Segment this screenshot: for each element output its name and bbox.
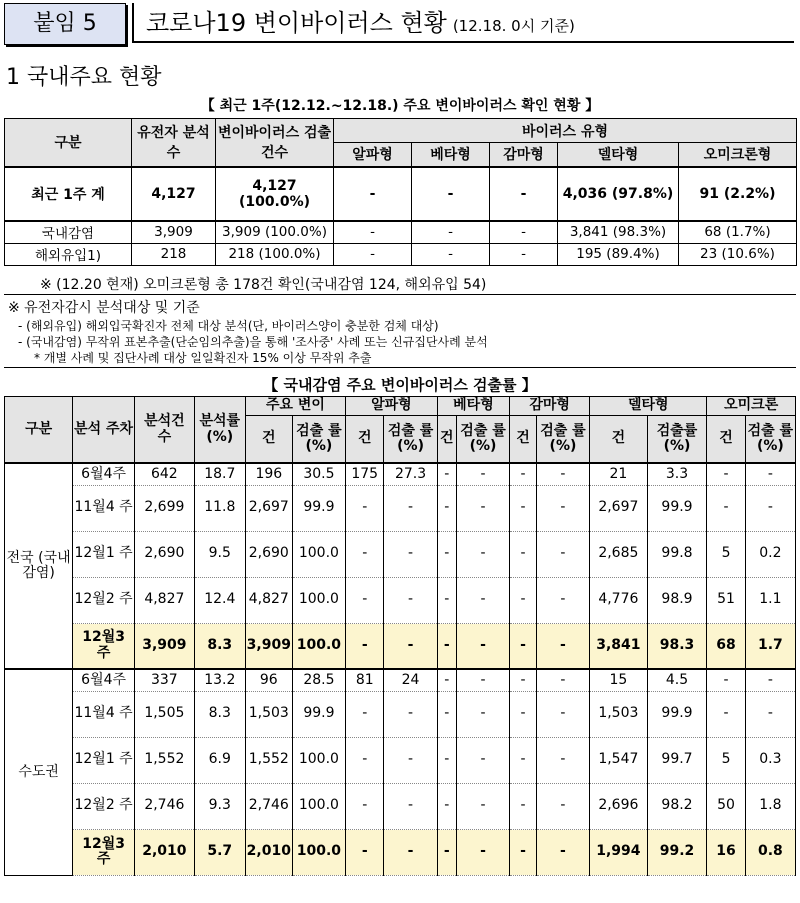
header-alpha: 알파형 xyxy=(346,397,438,416)
cell-alpha-r: - xyxy=(384,531,437,577)
cell-delta-n: 21 xyxy=(590,463,648,485)
cell-alpha-n: - xyxy=(346,577,384,623)
cell-omi-n: - xyxy=(707,485,745,531)
header-analysis: 유전자 분석 수 xyxy=(132,119,216,167)
cell-beta-r: - xyxy=(456,737,509,783)
table1-title: 【 최근 1주(12.12.~12.18.) 주요 변이바이러스 확인 현황 】 xyxy=(200,98,600,114)
cell-gamma-n: - xyxy=(510,737,537,783)
header-cases: 건 xyxy=(590,416,648,464)
criteria-title: ※ 유전자감시 분석대상 및 기준 xyxy=(8,300,200,316)
header-delta: 델타형 xyxy=(590,397,707,416)
cell-gamma-r: - xyxy=(536,463,589,485)
cell-main-n: 2,690 xyxy=(245,531,292,577)
cell-main-r: 28.5 xyxy=(292,669,345,691)
cell-count: 2,699 xyxy=(135,485,195,531)
cell-count: 337 xyxy=(135,669,195,691)
cell-week: 12월3 주 xyxy=(73,623,135,669)
cell-alpha-r: 27.3 xyxy=(384,463,437,485)
cell-main-n: 1,552 xyxy=(245,737,292,783)
row-label: 최근 1주 계 xyxy=(5,167,132,221)
cell-omicron: 68 (1.7%) xyxy=(679,221,797,244)
cell-main-r: 30.5 xyxy=(292,463,345,485)
criteria-line: - (국내감염) 무작위 표본추출(단순임의추출)을 통해 '조사중' 사례 또는 신규집단사례 분석 xyxy=(18,335,488,349)
table-row xyxy=(5,783,796,829)
cell-gamma-r: - xyxy=(536,829,589,875)
cell-gamma-r: - xyxy=(536,783,589,829)
cell-beta-n: - xyxy=(437,531,456,577)
table-row xyxy=(5,221,797,244)
table-row xyxy=(5,669,796,691)
cell-alpha-r: 24 xyxy=(384,669,437,691)
domestic-detection-table xyxy=(4,396,796,876)
header-cases: 건 xyxy=(707,416,745,464)
cell-beta-r: - xyxy=(456,669,509,691)
region-label: 수도권 xyxy=(5,669,73,875)
cell-omi-n: 5 xyxy=(707,531,745,577)
cell-count: 4,827 xyxy=(135,577,195,623)
table-row xyxy=(5,737,796,783)
header-detect-rate: 검출률 (%) xyxy=(647,416,707,464)
cell-week: 11월4 주 xyxy=(73,691,135,737)
cell-alpha-n: - xyxy=(346,531,384,577)
cell-delta-r: 4.5 xyxy=(647,669,707,691)
cell-omi-n: 51 xyxy=(707,577,745,623)
table-row xyxy=(5,463,796,485)
cell-rate: 12.4 xyxy=(194,577,245,623)
cell-alpha: - xyxy=(334,167,412,221)
cell-delta-n: 2,685 xyxy=(590,531,648,577)
cell-main-n: 2,697 xyxy=(245,485,292,531)
cell-beta-r: - xyxy=(456,691,509,737)
cell-beta-n: - xyxy=(437,577,456,623)
cell-gamma: - xyxy=(490,221,558,244)
header-rate: 분석률 (%) xyxy=(194,397,245,464)
header-detect-rate: 검출 률(%) xyxy=(384,416,437,464)
cell-main-r: 100.0 xyxy=(292,829,345,875)
cell-omi-r: - xyxy=(745,485,795,531)
cell-count: 2,010 xyxy=(135,829,195,875)
cell-delta: 4,036 (97.8%) xyxy=(558,167,679,221)
cell-alpha-r: - xyxy=(384,623,437,669)
page-header xyxy=(0,3,800,47)
cell-delta-r: 99.7 xyxy=(647,737,707,783)
cell-delta-n: 1,547 xyxy=(590,737,648,783)
row-label: 국내감염 xyxy=(5,221,132,244)
header-cases: 건 xyxy=(346,416,384,464)
cell-gamma-n: - xyxy=(510,577,537,623)
cell-gamma-r: - xyxy=(536,485,589,531)
header-beta: 베타형 xyxy=(437,397,509,416)
cell-week: 12월1 주 xyxy=(73,737,135,783)
cell-gamma-n: - xyxy=(510,669,537,691)
cell-gamma-n: - xyxy=(510,783,537,829)
cell-gamma-r: - xyxy=(536,669,589,691)
cell-week: 12월2 주 xyxy=(73,577,135,623)
cell-delta-n: 15 xyxy=(590,669,648,691)
cell-alpha-n: - xyxy=(346,485,384,531)
cell-gamma-r: - xyxy=(536,691,589,737)
cell-delta: 195 (89.4%) xyxy=(558,243,679,265)
cell-count: 2,746 xyxy=(135,783,195,829)
cell-alpha-r: - xyxy=(384,737,437,783)
row-label: 해외유입1) xyxy=(5,243,132,265)
cell-gamma-r: - xyxy=(536,737,589,783)
cell-delta-n: 3,841 xyxy=(590,623,648,669)
cell-beta-r: - xyxy=(456,463,509,485)
cell-omi-r: 1.1 xyxy=(745,577,795,623)
cell-beta-r: - xyxy=(456,623,509,669)
cell-beta-r: - xyxy=(456,485,509,531)
cell-omi-r: 0.8 xyxy=(745,829,795,875)
cell-week: 6월4주 xyxy=(73,463,135,485)
cell-delta-n: 2,697 xyxy=(590,485,648,531)
table-row xyxy=(5,243,797,265)
cell-omi-r: - xyxy=(745,691,795,737)
cell-delta-r: 99.8 xyxy=(647,531,707,577)
header-omicron: 오미크론형 xyxy=(679,143,797,167)
header-week: 분석 주차 xyxy=(73,397,135,464)
cell-week: 12월2 주 xyxy=(73,783,135,829)
header-cases: 건 xyxy=(437,416,456,464)
header-detect-rate: 검출 률(%) xyxy=(292,416,345,464)
cell-delta-r: 98.9 xyxy=(647,577,707,623)
cell-main-n: 196 xyxy=(245,463,292,485)
cell-main-n: 2,746 xyxy=(245,783,292,829)
cell-gamma-r: - xyxy=(536,577,589,623)
cell-alpha-n: 175 xyxy=(346,463,384,485)
cell-alpha-r: - xyxy=(384,485,437,531)
page-subtitle: (12.18. 0시 기준) xyxy=(452,17,575,35)
cell-gamma-n: - xyxy=(510,691,537,737)
cell-alpha-n: - xyxy=(346,737,384,783)
table-row xyxy=(5,623,796,669)
cell-analysis: 4,127 xyxy=(132,167,216,221)
cell-main-n: 3,909 xyxy=(245,623,292,669)
cell-delta-r: 99.2 xyxy=(647,829,707,875)
cell-gamma: - xyxy=(490,167,558,221)
table-row xyxy=(5,167,797,221)
cell-rate: 18.7 xyxy=(194,463,245,485)
cell-delta-r: 98.2 xyxy=(647,783,707,829)
cell-week: 6월4주 xyxy=(73,669,135,691)
cell-main-r: 100.0 xyxy=(292,737,345,783)
cell-beta: - xyxy=(412,167,490,221)
header-detect-rate: 검출 률(%) xyxy=(456,416,509,464)
cell-rate: 13.2 xyxy=(194,669,245,691)
cell-beta-n: - xyxy=(437,737,456,783)
cell-gamma-r: - xyxy=(536,623,589,669)
cell-delta-r: 3.3 xyxy=(647,463,707,485)
header-cases: 건 xyxy=(510,416,537,464)
cell-delta-n: 2,696 xyxy=(590,783,648,829)
header-cases: 건 xyxy=(245,416,292,464)
table-row xyxy=(5,485,796,531)
cell-gamma-n: - xyxy=(510,463,537,485)
header-gamma: 감마형 xyxy=(510,397,590,416)
page-title xyxy=(132,3,794,43)
cell-beta-r: - xyxy=(456,531,509,577)
cell-omi-r: 0.2 xyxy=(745,531,795,577)
cell-omi-n: 68 xyxy=(707,623,745,669)
cell-count: 3,909 xyxy=(135,623,195,669)
cell-analysis: 3,909 xyxy=(132,221,216,244)
cell-beta: - xyxy=(412,243,490,265)
cell-main-r: 99.9 xyxy=(292,485,345,531)
cell-alpha-r: - xyxy=(384,829,437,875)
cell-count: 1,505 xyxy=(135,691,195,737)
cell-omi-n: 5 xyxy=(707,737,745,783)
header-category: 구분 xyxy=(5,119,132,167)
cell-rate: 11.8 xyxy=(194,485,245,531)
cell-alpha-n: - xyxy=(346,623,384,669)
cell-omi-n: 50 xyxy=(707,783,745,829)
cell-main-n: 4,827 xyxy=(245,577,292,623)
table2-title: 【 국내감염 주요 변이바이러스 검출률 】 xyxy=(263,376,537,394)
cell-omi-n: - xyxy=(707,691,745,737)
cell-week: 12월3 주 xyxy=(73,829,135,875)
cell-gamma-n: - xyxy=(510,623,537,669)
cell-beta-n: - xyxy=(437,669,456,691)
cell-beta: - xyxy=(412,221,490,244)
cell-rate: 8.3 xyxy=(194,623,245,669)
cell-rate: 6.9 xyxy=(194,737,245,783)
cell-alpha-n: - xyxy=(346,829,384,875)
cell-omi-n: - xyxy=(707,669,745,691)
cell-omi-n: 16 xyxy=(707,829,745,875)
cell-omi-r: 0.3 xyxy=(745,737,795,783)
header-main-variant: 주요 변이 xyxy=(245,397,345,416)
cell-beta-n: - xyxy=(437,691,456,737)
cell-analysis: 218 xyxy=(132,243,216,265)
cell-alpha-r: - xyxy=(384,783,437,829)
region-label: 전국 (국내 감염) xyxy=(5,463,73,669)
cell-delta-n: 4,776 xyxy=(590,577,648,623)
header-alpha: 알파형 xyxy=(334,143,412,167)
cell-alpha-r: - xyxy=(384,577,437,623)
cell-beta-n: - xyxy=(437,783,456,829)
cell-alpha-n: - xyxy=(346,783,384,829)
cell-alpha-r: - xyxy=(384,691,437,737)
header-delta: 델타형 xyxy=(558,143,679,167)
cell-rate: 9.5 xyxy=(194,531,245,577)
criteria-line: - (해외유입) 해외입국확진자 전체 대상 분석(단, 바이러스양이 충분한 검체 대상) xyxy=(18,319,439,333)
header-virus-type: 바이러스 유형 xyxy=(334,119,797,143)
table-row xyxy=(5,531,796,577)
attachment-label: 붙임 5 xyxy=(4,3,126,45)
cell-omicron: 91 (2.2%) xyxy=(679,167,797,221)
header-gamma: 감마형 xyxy=(490,143,558,167)
cell-omi-r: - xyxy=(745,463,795,485)
cell-gamma: - xyxy=(490,243,558,265)
cell-main-r: 100.0 xyxy=(292,577,345,623)
cell-beta-r: - xyxy=(456,783,509,829)
cell-gamma-n: - xyxy=(510,485,537,531)
cell-alpha-n: - xyxy=(346,691,384,737)
section-title: 1 국내주요 현황 xyxy=(6,65,162,90)
cell-count: 2,690 xyxy=(135,531,195,577)
cell-alpha: - xyxy=(334,221,412,244)
cell-delta-n: 1,994 xyxy=(590,829,648,875)
cell-gamma-r: - xyxy=(536,531,589,577)
cell-rate: 5.7 xyxy=(194,829,245,875)
cell-gamma-n: - xyxy=(510,531,537,577)
cell-omicron: 23 (10.6%) xyxy=(679,243,797,265)
cell-alpha: - xyxy=(334,243,412,265)
weekly-variant-table xyxy=(4,118,797,266)
cell-omi-r: - xyxy=(745,669,795,691)
header-beta: 베타형 xyxy=(412,143,490,167)
cell-beta-r: - xyxy=(456,577,509,623)
cell-main-n: 1,503 xyxy=(245,691,292,737)
cell-count: 1,552 xyxy=(135,737,195,783)
cell-gamma-n: - xyxy=(510,829,537,875)
cell-main-r: 100.0 xyxy=(292,531,345,577)
header-detection: 변이바이러스 검출 건수 xyxy=(216,119,334,167)
header-category: 구분 xyxy=(5,397,73,464)
header-detect-rate: 검출 률(%) xyxy=(745,416,795,464)
cell-week: 12월1 주 xyxy=(73,531,135,577)
cell-omi-n: - xyxy=(707,463,745,485)
cell-beta-n: - xyxy=(437,829,456,875)
cell-delta-r: 99.9 xyxy=(647,691,707,737)
criteria-line: * 개별 사례 및 집단사례 대상 일일확진자 15% 이상 무작위 추출 xyxy=(34,351,372,365)
page-title-text: 코로나19 변이바이러스 현황 xyxy=(146,9,447,37)
cell-count: 642 xyxy=(135,463,195,485)
cell-rate: 9.3 xyxy=(194,783,245,829)
cell-delta-r: 98.3 xyxy=(647,623,707,669)
cell-delta-r: 99.9 xyxy=(647,485,707,531)
cell-omi-r: 1.7 xyxy=(745,623,795,669)
cell-beta-n: - xyxy=(437,463,456,485)
criteria-box xyxy=(4,294,796,368)
header-detect-rate: 검출 률(%) xyxy=(536,416,589,464)
cell-main-r: 99.9 xyxy=(292,691,345,737)
cell-alpha-n: 81 xyxy=(346,669,384,691)
cell-beta-n: - xyxy=(437,485,456,531)
cell-detection: 218 (100.0%) xyxy=(216,243,334,265)
cell-main-r: 100.0 xyxy=(292,783,345,829)
cell-rate: 8.3 xyxy=(194,691,245,737)
cell-delta: 3,841 (98.3%) xyxy=(558,221,679,244)
omicron-note: ※ (12.20 현재) 오미크론형 총 178건 확인(국내감염 124, 해외유입 54) xyxy=(40,277,487,293)
table-row xyxy=(5,829,796,875)
cell-main-n: 2,010 xyxy=(245,829,292,875)
cell-delta-n: 1,503 xyxy=(590,691,648,737)
cell-beta-n: - xyxy=(437,623,456,669)
header-count: 분석건 수 xyxy=(135,397,195,464)
cell-omi-r: 1.8 xyxy=(745,783,795,829)
cell-detection: 4,127 (100.0%) xyxy=(216,167,334,221)
cell-week: 11월4 주 xyxy=(73,485,135,531)
cell-main-n: 96 xyxy=(245,669,292,691)
header-omicron: 오미크론 xyxy=(707,397,796,416)
cell-beta-r: - xyxy=(456,829,509,875)
cell-main-r: 100.0 xyxy=(292,623,345,669)
table-row xyxy=(5,577,796,623)
cell-detection: 3,909 (100.0%) xyxy=(216,221,334,244)
table-row xyxy=(5,691,796,737)
